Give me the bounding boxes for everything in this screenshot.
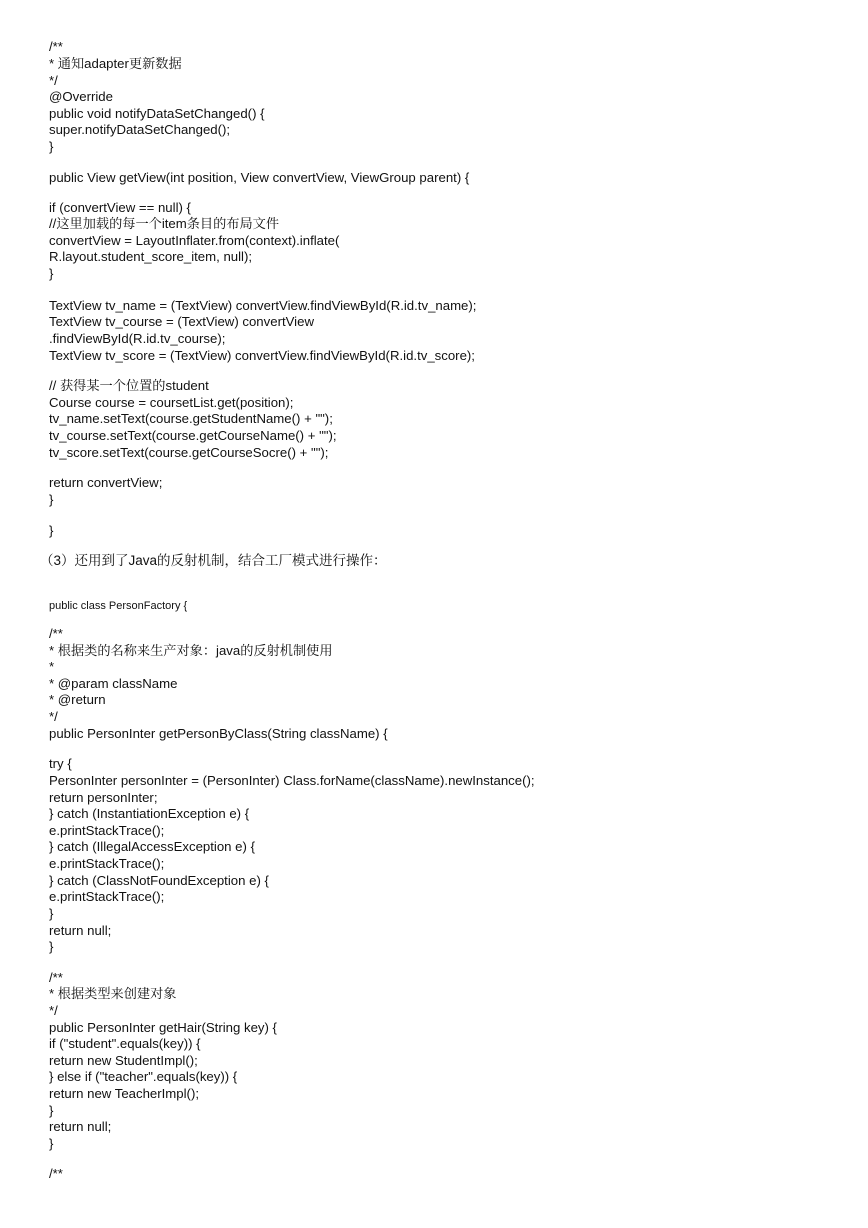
code-line: } xyxy=(49,939,54,954)
code-line: * xyxy=(49,659,55,674)
class-declaration: public class PersonFactory { xyxy=(49,600,188,612)
code-line: public PersonInter getHair(String key) { xyxy=(49,1020,277,1035)
code-line: Course course = coursetList.get(position); xyxy=(49,395,294,410)
code-line: */ xyxy=(49,1003,58,1018)
code-line: } else if ("teacher".equals(key)) { xyxy=(49,1069,238,1084)
code-line: TextView tv_name = (TextView) convertView.findViewById(R.id.tv_name); xyxy=(49,298,477,313)
code-line: * @return xyxy=(49,692,106,707)
code-line: */ xyxy=(49,709,58,724)
code-line: } xyxy=(49,139,54,154)
code-line: } xyxy=(49,266,54,281)
code-line: return personInter; xyxy=(49,790,158,805)
code-line: TextView tv_course = (TextView) convertView xyxy=(49,314,314,329)
section-heading: （3）还用到了Java的反射机制，结合工厂模式进行操作： xyxy=(40,553,387,568)
code-line: return convertView; xyxy=(49,475,163,490)
code-line: public View getView(int position, View convertView, ViewGroup parent) { xyxy=(49,170,470,185)
code-line: } xyxy=(49,906,54,921)
code-line: @Override xyxy=(49,89,113,104)
code-line: return new StudentImpl(); xyxy=(49,1053,198,1068)
code-line: try { xyxy=(49,756,72,771)
code-line: convertView = LayoutInflater.from(context).inflate( xyxy=(49,233,340,248)
code-line: /** xyxy=(49,626,63,641)
code-line: if ("student".equals(key)) { xyxy=(49,1036,201,1051)
code-line: super.notifyDataSetChanged(); xyxy=(49,122,231,137)
code-line: return null; xyxy=(49,923,112,938)
code-line: } catch (ClassNotFoundException e) { xyxy=(49,873,269,888)
code-line: } catch (IllegalAccessException e) { xyxy=(49,839,255,854)
code-line: /** xyxy=(49,970,63,985)
code-line: if (convertView == null) { xyxy=(49,200,191,215)
code-line: tv_score.setText(course.getCourseSocre() + ""); xyxy=(49,445,329,460)
code-line: .findViewById(R.id.tv_course); xyxy=(49,331,226,346)
code-line: /** xyxy=(49,1166,63,1181)
code-line: // 获得某一个位置的student xyxy=(49,378,209,393)
code-line: //这里加载的每一个item条目的布局文件 xyxy=(49,216,280,231)
code-line: * @param className xyxy=(49,676,178,691)
code-line: } xyxy=(49,523,54,538)
code-line: R.layout.student_score_item, null); xyxy=(49,249,253,264)
code-line: * 根据类型来创建对象 xyxy=(49,986,177,1001)
code-line: } xyxy=(49,1103,54,1118)
code-line: public PersonInter getPersonByClass(String className) { xyxy=(49,726,388,741)
code-line: /** xyxy=(49,39,63,54)
code-line: return new TeacherImpl(); xyxy=(49,1086,200,1101)
code-line: e.printStackTrace(); xyxy=(49,823,165,838)
code-line: } catch (InstantiationException e) { xyxy=(49,806,250,821)
code-line: * 根据类的名称来生产对象：java的反射机制使用 xyxy=(49,643,333,658)
code-line: PersonInter personInter = (PersonInter) Class.forName(className).newInstance(); xyxy=(49,773,535,788)
code-line: TextView tv_score = (TextView) convertView.findViewById(R.id.tv_score); xyxy=(49,348,475,363)
code-line: tv_name.setText(course.getStudentName() + ""); xyxy=(49,411,333,426)
code-line: */ xyxy=(49,73,58,88)
code-line: e.printStackTrace(); xyxy=(49,856,165,871)
code-line: tv_course.setText(course.getCourseName() + ""); xyxy=(49,428,337,443)
code-line: e.printStackTrace(); xyxy=(49,889,165,904)
code-line: } xyxy=(49,1136,54,1151)
code-line: * 通知adapter更新数据 xyxy=(49,56,182,71)
code-line: public void notifyDataSetChanged() { xyxy=(49,106,265,121)
code-line: } xyxy=(49,492,54,507)
code-line: return null; xyxy=(49,1119,112,1134)
